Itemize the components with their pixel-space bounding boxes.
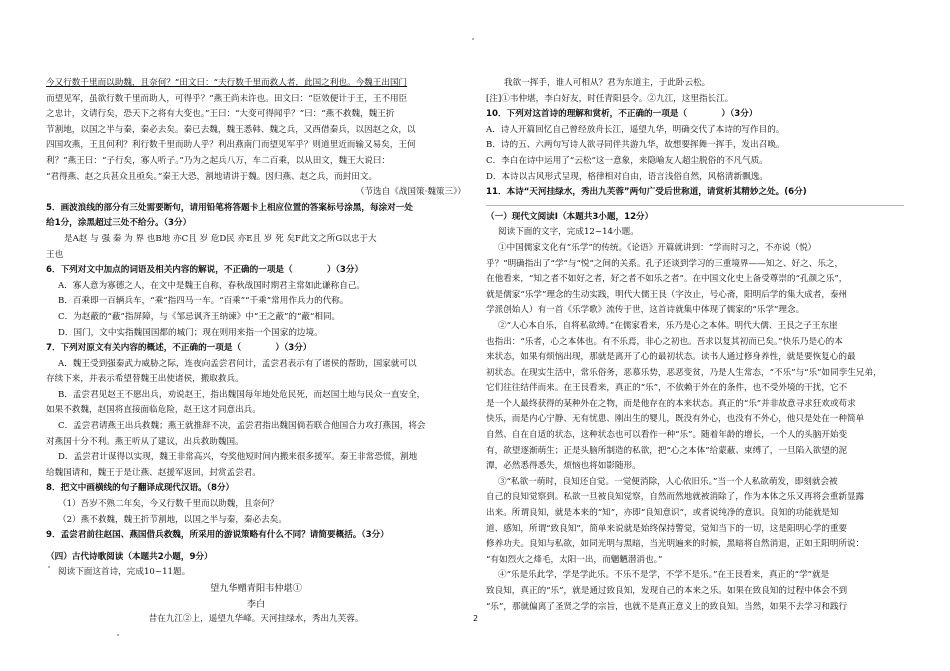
passage-line-7: “君得燕、赵之兵甚众且亟矣。”秦王大恐，割地请讲于魏。因归燕、赵之兵，而封田文。 bbox=[46, 171, 378, 182]
question-7-option-c: C．孟尝君请燕王出兵救魏；燕王就推辞不决，孟尝君指出魏国倘若联合他国合力攻打燕国，将会 bbox=[58, 421, 426, 432]
question-7-option-d: D．孟尝君计谋得以实现，魏王非常高兴，夸奖他短时间内搬来很多援军。秦王非常恐慌，割地 bbox=[58, 452, 418, 463]
article-line: 自己的良知觉察到。私欲一旦被良知觉察，自然而然地就被消除了，作为本体之乐又再将会重新显露 bbox=[486, 492, 865, 503]
decorative-dot bbox=[472, 38, 474, 40]
article-line: 来状态，如果有烦恼出现，那就是离开了心的最初状态。读书人通过修身养性，就是要恢复心的最 bbox=[486, 352, 856, 363]
question-6: 6．下列对文中加点的词语及相关内容的解说，不正确的一项是（ ）（3分） bbox=[46, 265, 364, 276]
question-7-option-b-cont: 如果不救魏，赵国将直接面临危险，赵王这才同意出兵。 bbox=[46, 405, 261, 416]
question-7-option-a-cont: 存续下来，并表示希望替魏王出使诸侯，搬取救兵。 bbox=[46, 374, 244, 385]
article-line: ④“乐是乐此学，学是学此乐。不乐不是学，不学不是乐。”在王艮看来，真正的“学”就是 bbox=[498, 570, 830, 581]
passage-line-5: 四国攻燕，王且何利？利行数千里而助人乎？利出燕南门而望见军乎？则道里近而输又易矣，王何 bbox=[46, 140, 416, 151]
question-5-options: 是A赵 与 强 秦 为 界 也B地 亦C且 岁 危D民 亦E且 岁 死 矣F此文之所G以忠于大 bbox=[64, 233, 377, 244]
question-9: 9．孟尝君前往赵国、燕国借兵救魏，所采用的游说策略有什么不同？请简要概括。（3分） bbox=[46, 530, 389, 541]
article-line: 是一个人最终获得的某种外在之物，而是他存在的本来状态。真正的“乐”并非故意寻求狂欢或苟求 bbox=[486, 398, 856, 409]
question-5-cont: 给1分，涂黑超过三处不给分。（3分） bbox=[46, 218, 192, 229]
article-line: 学派创始人）有一首《乐学歌》流传于世，这首诗就集中体现了儒家的“乐学”理念。 bbox=[486, 305, 805, 316]
article-line: 道、感知，所谓“致良知”，简单来说就是始终保持警觉，觉知当下的一切，这是阳明心学的重要 bbox=[486, 523, 848, 534]
passage-line-1 bbox=[46, 76, 466, 92]
page-number: 2 bbox=[473, 614, 479, 623]
passage-line-2: 而望见军，虽欲行数千里而助人，可得乎？”燕王尚未许也。田文曰：“臣效便计于王，王不用臣 bbox=[46, 93, 408, 104]
article-line: 初状态。在现实生活中，常乐俗务，恶慕乐势，恶恶变贫，乃是人生常态，“不乐”与“乐”如同孪生兄弟， bbox=[486, 367, 882, 378]
article-line: 乎？”明确指出了“学”与“悦”之间的关系。孔子还谈到学习的三重境界——知之、好之、乐之， bbox=[486, 258, 844, 269]
question-7-option-a: A．魏王受到强秦武力威胁之际，连夜向孟尝君问计，孟尝君表示有了诸侯的帮助，国家就可以 bbox=[58, 358, 417, 369]
article-line: “乐”，那就偏离了圣贤之学的宗旨，也就不是真正意义上的致良知。当然，如果不去学习和践行 bbox=[486, 601, 848, 612]
question-8-item-2: （2）燕不救魏，魏王折节割地，以国之半与秦，秦必去矣。 bbox=[58, 514, 287, 525]
article-line: ①中国儒家文化有“乐学”的传统。《论语》开篇就讲到：“学而时习之，不亦说（悦） bbox=[498, 242, 817, 253]
article-line: 也指出：“乐者，心之本体也。有不乐焉，非心之初也。吾求以复其初而已矣。”快乐乃是心的本 bbox=[486, 336, 843, 347]
section-divider bbox=[486, 205, 904, 206]
question-8-item-1: （1）吾岁不熟二年矣，今又行数千里而以助魏，且奈何？ bbox=[58, 499, 279, 510]
decorative-dot bbox=[48, 566, 50, 568]
question-8: 8．把文中画横线的句子翻译成现代汉语。（8分） bbox=[46, 483, 235, 494]
poem-author: 李白 bbox=[246, 598, 266, 610]
section-4-title: （四）古代诗歌阅读（本题共2小题，9分） bbox=[46, 551, 213, 562]
article-line: ②“人心本自乐，自将私欲缚。”在儒家看来，乐乃是心之本体。明代大儒、王艮之子王东崖 bbox=[498, 320, 838, 331]
section-4-intro: 阅读下面这首诗，完成10~11题。 bbox=[58, 567, 191, 578]
poem-title: 望九华赠青阳韦仲堪① bbox=[210, 583, 302, 594]
poem-line-2: 我欲一挥手，谁人可相从？君为东道主，于此卧云松。 bbox=[504, 78, 711, 88]
question-6-option-b: B．百乘即一百辆兵车，“乘”指四马一车。“百乘”“千乘”常用作兵力的代称。 bbox=[58, 296, 349, 307]
question-7-option-c-cont: 对燕国十分不利。燕王听从了建议，出兵救助魏国。 bbox=[46, 436, 244, 447]
modern-reading-section-title: （一）现代文阅读Ⅰ（本题共3小题，12分） bbox=[486, 211, 654, 222]
poem-note: [注]①韦仲堪，李白好友，时任青阳县令。②九江，这里指长江。 bbox=[486, 93, 734, 104]
modern-reading-intro: 阅读下面的文字，完成12~14小题。 bbox=[498, 227, 639, 238]
question-7-option-b: B．孟尝君见赵王不愿出兵，劝说赵王，指出魏国每年地处危民死，而赵国土地与民众一直安全， bbox=[58, 389, 426, 400]
question-7: 7．下列对原文有关内容的概述，不正确的一项是（ ）（3分） bbox=[46, 343, 312, 354]
article-line: 有，欲望逐渐萌生；正是头脑所制造的私欲，把“心之本体”给蒙蔽、束缚了，一旦陷入欲望的泥 bbox=[486, 445, 848, 456]
question-10-option-d: D．本诗以古风形式呈现，格律相对自由，语言浅俗自然，风格清新飘逸。 bbox=[486, 171, 768, 182]
question-6-option-d: D．国门，文中实指魏国国都的城门；现在则用来指一个国家的边境。 bbox=[58, 327, 323, 338]
passage-line-6: 利？”燕王曰：“子行矣，寡人听子。”乃为之起兵八万，车二百乘，以从田文，魏王大说曰： bbox=[46, 155, 391, 166]
passage-line-3: 之忠计，文请行矣，恐天下之将有大变也。”王曰：“大变可得闻乎？”曰：“燕不救魏，魏王折 bbox=[46, 109, 395, 120]
right-column bbox=[486, 76, 904, 615]
passage-source: （节选自《战国策·魏策三》） bbox=[355, 187, 466, 198]
article-line: 在他看来，“知之者不如好之者，好之者不如乐之者”。在中国文化史上备受尊崇的“孔颜之乐”， bbox=[486, 274, 848, 285]
article-line: 出来。所谓良知，就是本来的“知”，亦即“良知意识”，或者说纯净的意识。良知的功能就是知 bbox=[486, 508, 839, 519]
article-line: 修养功夫。良知与私欲，如同光明与黑暗，当光明遍来的时候，黑暗将自然消退，正如王阳明所说： bbox=[486, 539, 865, 550]
passage-underlined-1: 今又行数千里而以助魏，且奈何？”田文曰：“夫行数千里而救人者，此国之利也。今魏王出国门 bbox=[46, 78, 408, 88]
poem-line-1: 昔在九江②上，遥望九华峰。天河挂绿水，秀出九芙蓉。 bbox=[148, 614, 364, 625]
article-line: 就是儒家“乐学”理念的生动实践，明代大儒王艮（字汝止，号心斋，阳明后学的集大成者，泰州 bbox=[486, 289, 848, 300]
article-line: “有如烈火之烽毛，太阳一出，而魍魉潜消也。” bbox=[486, 554, 663, 565]
question-6-option-a: A．寡人意为寡德之人，在文中是魏王自称，春秋战国时期君主常如此谦称自己。 bbox=[58, 280, 365, 291]
article-line: 它们往往结伴而来。在王艮看来，真正的“乐”，不依赖于外在的条件，也不受外境的干扰，它不 bbox=[486, 383, 848, 394]
question-6-option-c: C．为赵蔽的“蔽”指屏障，与《邹忌讽齐王纳谏》中“王之蔽”的“蔽”相同。 bbox=[58, 311, 341, 322]
question-7-option-d-cont: 给魏国请和，魏王于是让燕、赵援军返回，封赏孟尝君。 bbox=[46, 467, 261, 478]
article-line: ③“私欲一萌时，良知还自觉。一觉便消除，人心依旧乐。”当一个人私欲萌发，即刻就会被 bbox=[498, 476, 838, 487]
article-line: 自然、自在自适的状态，这种状态也可以看作一种“乐”。随着年龄的增长，一个人的头脑开始变 bbox=[486, 430, 848, 441]
article-line: 致良知，真正的“乐”，就是通过致良知，发现自己的本来之乐。如果在致良知的过程中体会不到 bbox=[486, 586, 848, 596]
question-5-tail: 王也 bbox=[46, 249, 64, 260]
passage-line-4: 节割地，以国之半与秦，秦必去矣。秦已去魏，魏王悉韩、魏之兵，又西借秦兵，以因赵之众，以 bbox=[46, 124, 416, 135]
article-line: 潭，必然悉得悉失，烦恼也将如影随形。 bbox=[486, 461, 641, 472]
article-line: 快乐，而是内心宁静、无有忧患、刚出生的婴儿，既没有外心，也没有不外心，他只是处在一种简单 bbox=[486, 414, 865, 425]
question-11: 11．本诗“天河挂绿水，秀出九芙蓉”两句广受后世称道，请赏析其精妙之处。(6分) bbox=[486, 187, 807, 198]
left-column bbox=[46, 76, 466, 628]
question-5: 5．画波浪线的部分有三处需要断句，请用铅笔将答题卡上相应位置的答案标号涂黑，每涂对一处 bbox=[46, 202, 413, 213]
question-10: 10．下列对这首诗的理解和赏析，不正确的一项是（ ）（3分） bbox=[486, 109, 758, 120]
question-10-option-a: A．诗人开篇回忆自己曾经放舟长江，遥望九华，明确交代了本诗的写作目的。 bbox=[486, 124, 785, 135]
decorative-dot bbox=[117, 634, 119, 636]
question-10-option-b: B．诗的五、六两句写诗人欲寻同伴共游九华，故想要挥舞一挥手，发出召唤。 bbox=[486, 140, 785, 151]
question-10-option-c: C．李白在诗中运用了“云松”这一意象，来隐喻友人超尘脱俗的不凡气质。 bbox=[486, 155, 768, 166]
